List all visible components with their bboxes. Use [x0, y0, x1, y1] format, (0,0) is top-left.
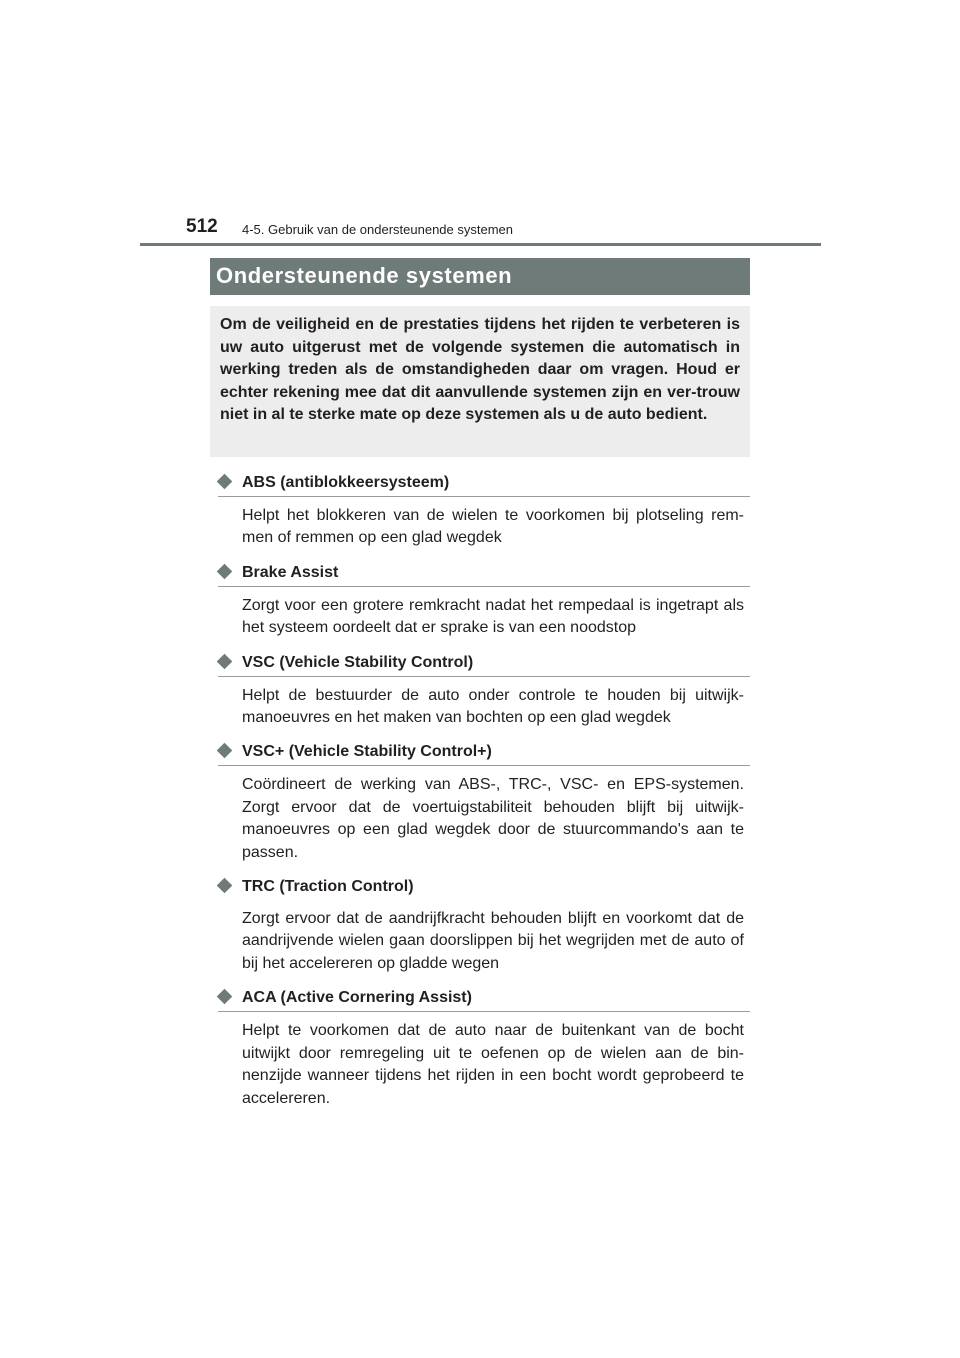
feature-trc	[218, 874, 750, 975]
feature-description: Zorgt ervoor dat de aandrijfkracht behouden blijft en voorkomt dat de aandrijvende wielen gaan doorslippen bij het wegrijden met de auto of bij het accelereren op gladde wegen	[242, 910, 744, 972]
feature-name: VSC+ (Vehicle Stability Control+)	[242, 743, 492, 761]
feature-description: Coördineert de werking van ABS-, TRC-, VSC- en EPS-systemen. Zorgt ervoor dat de voertuigstabiliteit behouden blijft bij uitwijk-manoeuvres op een glad wegdek door de stuurcommando's aan te passen.	[242, 776, 744, 861]
feature-description: Helpt te voorkomen dat de auto naar de buitenkant van de bocht uitwijkt door remregeling uit te oefenen op de wielen aan de bin-nenzijde wanneer tijdens het rijden in een bocht wordt geprobeerd te accelereren.	[242, 1022, 744, 1107]
feature-heading	[218, 739, 750, 766]
diamond-bullet-icon	[217, 564, 233, 580]
feature-heading	[218, 470, 750, 497]
feature-name: ABS (antiblokkeersysteem)	[242, 474, 450, 491]
feature-list	[218, 470, 750, 1110]
title-bar	[210, 258, 750, 295]
page-number: 512	[186, 216, 218, 237]
feature-abs	[218, 470, 750, 550]
feature-name: TRC (Traction Control)	[242, 878, 414, 896]
feature-vsc-plus	[218, 739, 750, 864]
page-title: Ondersteunende systemen	[216, 263, 513, 288]
feature-heading	[218, 560, 750, 587]
header-rule	[140, 243, 821, 246]
feature-vsc	[218, 650, 750, 730]
diamond-bullet-icon	[217, 653, 233, 669]
feature-heading	[218, 985, 750, 1012]
feature-name: ACA (Active Cornering Assist)	[242, 989, 472, 1007]
feature-name: Brake Assist	[242, 563, 339, 581]
section-title: 4-5. Gebruik van de ondersteunende systemen	[242, 222, 514, 237]
diamond-bullet-icon	[217, 989, 233, 1005]
feature-description: Helpt de bestuurder de auto onder controle te houden bij uitwijk-manoeuvres en het maken van bochten op een glad wegdek	[242, 686, 744, 727]
feature-name: VSC (Vehicle Stability Control)	[242, 653, 474, 671]
diamond-bullet-icon	[217, 878, 233, 894]
intro-text: Om de veiligheid en de prestaties tijdens het rijden te verbeteren is uw auto uitgerust met de volgende systemen die automatisch in werking treden als de omstandigheden daar om vragen. Houd er echter rekening mee dat dit aanvullende systemen zijn en ver-trouw niet in al te sterke mate op deze systemen als u de auto bedient.	[220, 316, 740, 424]
feature-heading	[218, 650, 750, 677]
diamond-bullet-icon	[217, 743, 233, 759]
intro-box	[210, 306, 750, 457]
feature-aca	[218, 985, 750, 1110]
feature-description: Zorgt voor een grotere remkracht nadat het rempedaal is ingetrapt als het systeem oordeelt dat er sprake is van een noodstop	[242, 596, 744, 637]
feature-description: Helpt het blokkeren van de wielen te voorkomen bij plotseling rem-men of remmen op een glad wegdek	[242, 507, 744, 547]
diamond-bullet-icon	[217, 474, 233, 490]
feature-brake-assist	[218, 560, 750, 640]
feature-heading	[218, 874, 750, 900]
